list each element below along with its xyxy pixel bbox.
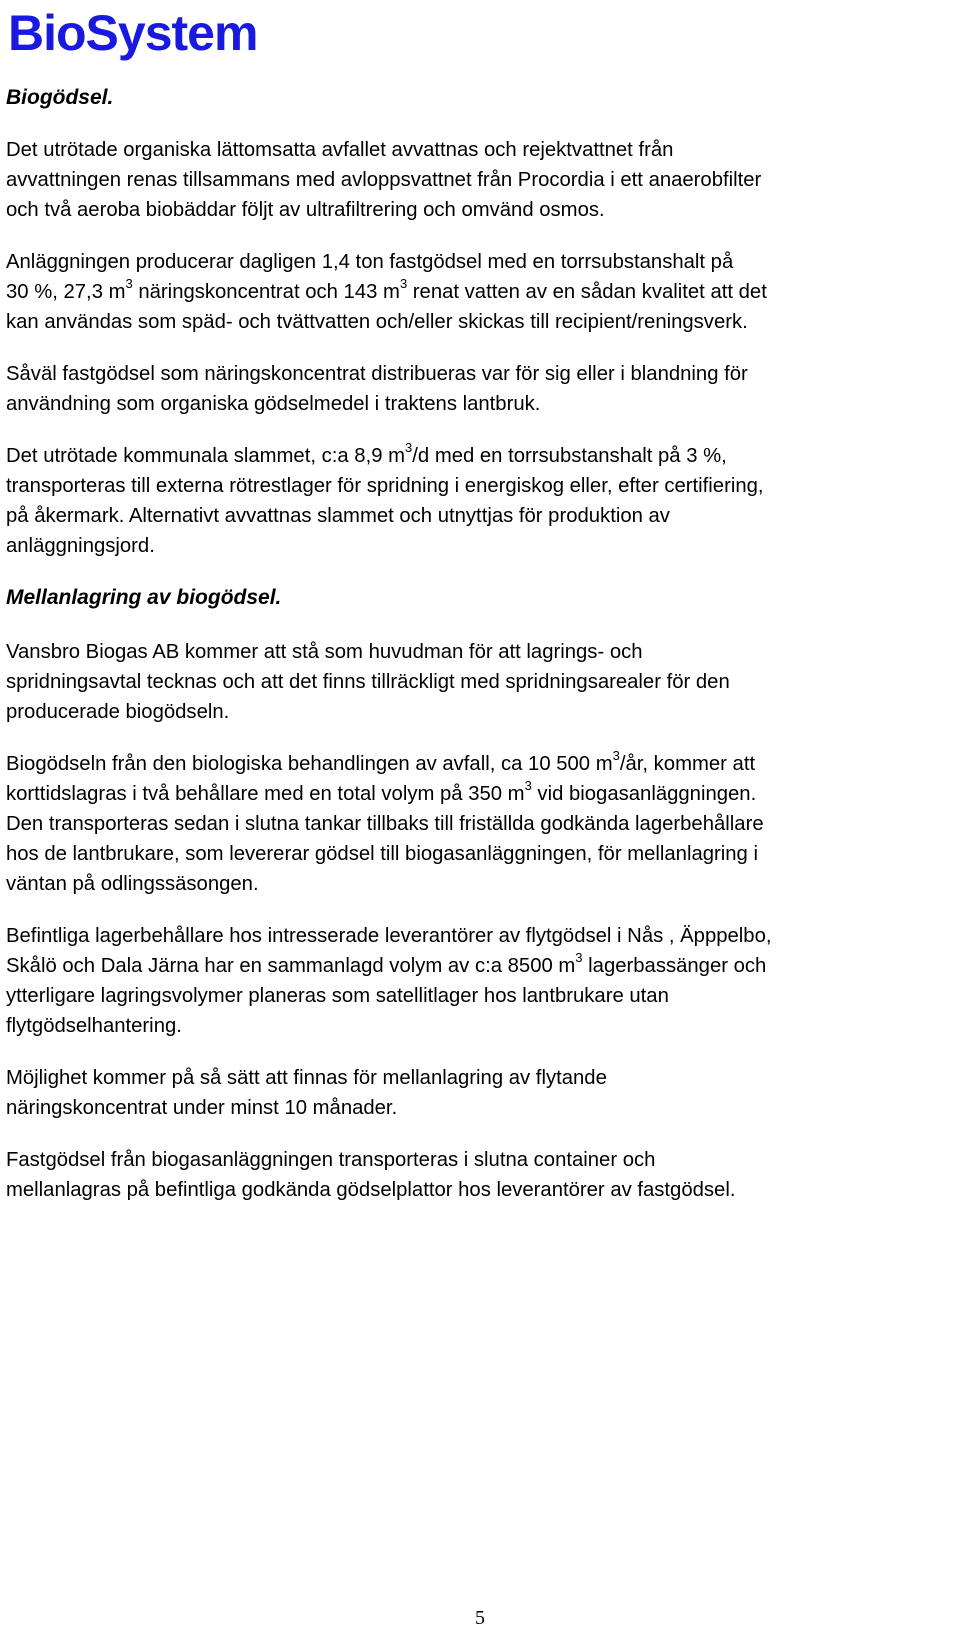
p6-line-3: Den transporteras sedan i slutna tankar tillbaks till friställda godkända lagerbehållare <box>6 813 764 835</box>
p4-line-1: Det utrötade kommunala slammet, c:a 8,9 $m^3/d$ med en torrsubstanshalt på 3 %, <box>6 440 727 467</box>
p6-line-4: hos de lantbrukare, som levererar gödsel till biogasanläggningen, för mellanlagring i <box>6 843 758 865</box>
paragraph-7 <box>6 921 954 1041</box>
p6-line-5: väntan på odlingssäsongen. <box>6 873 259 895</box>
section-heading-biogodsel: Biogödsel. <box>6 86 114 109</box>
p2-line-1: Anläggningen producerar dagligen 1,4 ton fastgödsel med en torrsubstanshalt på <box>6 251 734 273</box>
page-number: 5 <box>475 1607 485 1629</box>
p5-line-1: Vansbro Biogas AB kommer att stå som huvudman för att lagrings- och <box>6 641 643 663</box>
p7-line-2: Skålö och Dala Järna har en sammanlagd volym av c:a 8500 $m^3$ lagerbassänger och <box>6 950 767 977</box>
p4-line-4: anläggningsjord. <box>6 535 155 557</box>
paragraph-9 <box>6 1145 954 1205</box>
p3-line-2: användning som organiska gödselmedel i traktens lantbruk. <box>6 393 541 415</box>
p5-line-3: producerade biogödseln. <box>6 701 230 723</box>
p9-line-1: Fastgödsel från biogasanläggningen transporteras i slutna container och <box>6 1149 656 1171</box>
document-body <box>6 83 954 1227</box>
p8-line-2: näringskoncentrat under minst 10 månader. <box>6 1097 398 1119</box>
p1-line-2: avvattningen renas tillsammans med avloppsvattnet från Procordia i ett anaerobfilter <box>6 169 762 191</box>
p1-line-3: och två aeroba biobäddar följt av ultrafiltrering och omvänd osmos. <box>6 199 605 221</box>
paragraph-5 <box>6 637 954 727</box>
p7-line-1: Befintliga lagerbehållare hos intresserade leverantörer av flytgödsel i Nås , Äpppelbo, <box>6 925 772 947</box>
p7-line-3: ytterligare lagringsvolymer planeras som satellitlager hos lantbrukare utan <box>6 985 669 1007</box>
p1-line-1: Det utrötade organiska lättomsatta avfallet avvattnas och rejektvattnet från <box>6 139 674 161</box>
p4-line-3: på åkermark. Alternativt avvattnas slammet och utnyttjas för produktion av <box>6 505 670 527</box>
logo-text: BioSystem <box>8 5 258 61</box>
biosystem-logo <box>8 4 293 62</box>
paragraph-2 <box>6 247 954 337</box>
p7-line-4: flytgödselhantering. <box>6 1015 182 1037</box>
p5-line-2: spridningsavtal tecknas och att det finns tillräckligt med spridningsarealer för den <box>6 671 730 693</box>
p6-line-2: korttidslagras i två behållare med en total volym på 350 $m^3$ vid biogasanläggningen. <box>6 778 757 805</box>
paragraph-1 <box>6 135 954 225</box>
section-heading-mellanlagring: Mellanlagring av biogödsel. <box>6 586 282 609</box>
p4-line-2: transporteras till externa rötrestlager för spridning i energiskog eller, efter certifiering, <box>6 475 764 497</box>
paragraph-4 <box>6 441 954 561</box>
p6-line-1: Biogödseln från den biologiska behandlingen av avfall, ca 10 500 $m^3/år$, kommer att <box>6 748 756 775</box>
paragraph-3 <box>6 359 954 419</box>
paragraph-6 <box>6 749 954 899</box>
p2-line-3: kan användas som späd- och tvättvatten och/eller skickas till recipient/reningsverk. <box>6 311 748 333</box>
p2-line-2: 30 %, 27,3 $m^3$ näringskoncentrat och 143 $m^3$ renat vatten av en sådan kvalitet att det <box>6 276 767 303</box>
paragraph-8 <box>6 1063 954 1123</box>
p9-line-2: mellanlagras på befintliga godkända gödselplattor hos leverantörer av fastgödsel. <box>6 1179 736 1201</box>
p8-line-1: Möjlighet kommer på så sätt att finnas för mellanlagring av flytande <box>6 1067 607 1089</box>
p3-line-1: Såväl fastgödsel som näringskoncentrat distribueras var för sig eller i blandning för <box>6 363 748 385</box>
